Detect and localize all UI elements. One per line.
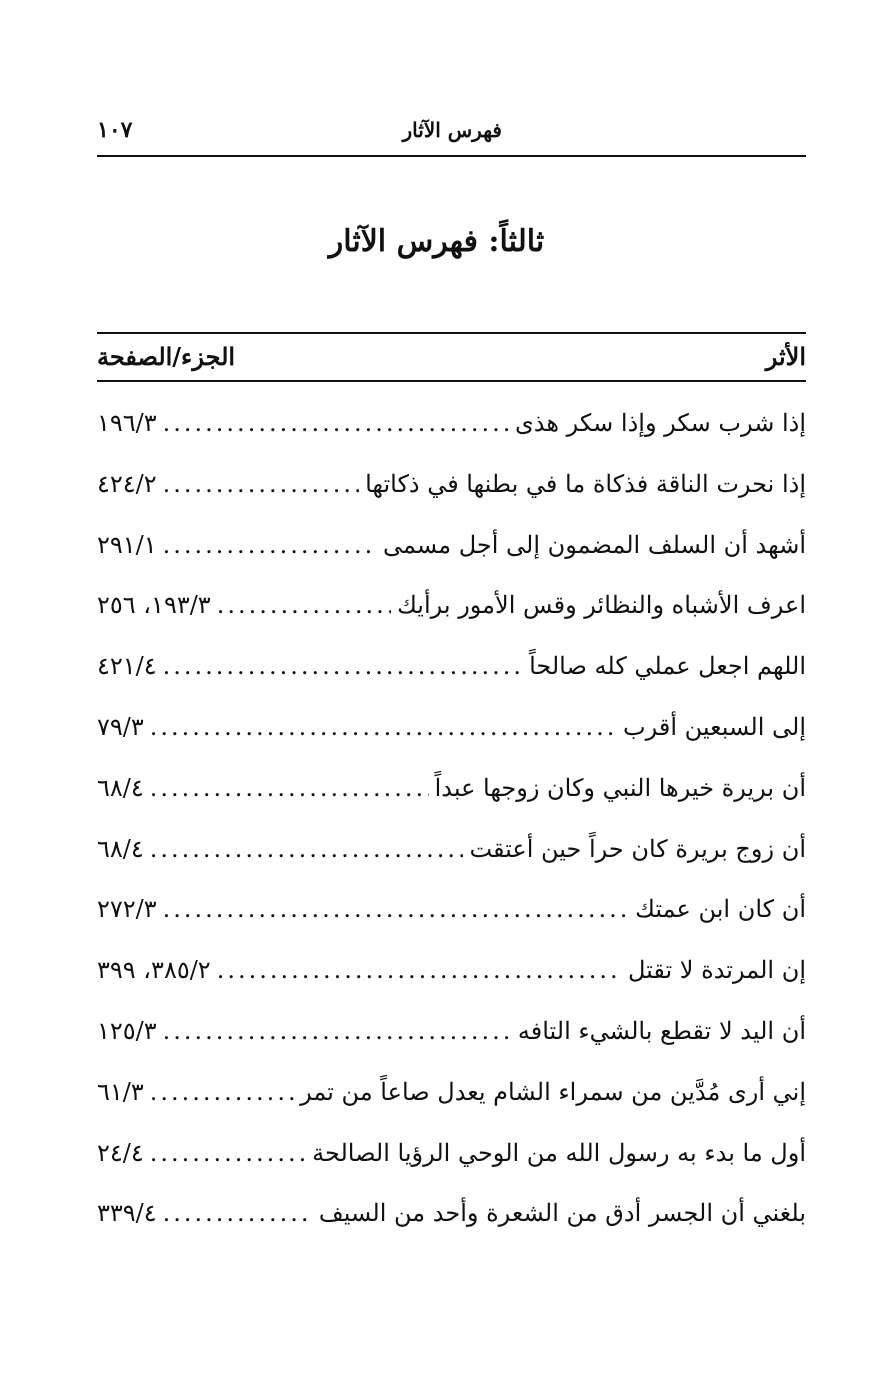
dot-leader	[163, 652, 523, 680]
column-header-item: الأثر	[765, 341, 806, 371]
entry-ref: ٦٨/٤	[97, 834, 144, 863]
entry-text: اللهم اجعل عملي كله صالحاً	[529, 652, 806, 681]
table-top-rule	[97, 332, 806, 334]
list-item	[97, 531, 806, 592]
entry-text: أن زوج بريرة كان حراً حين أعتقت	[469, 834, 806, 863]
dot-leader	[163, 1017, 512, 1045]
dot-leader	[163, 1199, 313, 1227]
column-header-ref: الجزء/الصفحة	[97, 341, 236, 371]
dot-leader	[217, 591, 391, 619]
entry-ref: ٣٨٥/٢، ٣٩٩	[97, 956, 211, 985]
entry-text: إن المرتدة لا تقتل	[627, 956, 806, 985]
entry-ref: ١٢٥/٣	[97, 1016, 157, 1045]
entry-ref: ٤٢٤/٢	[97, 469, 157, 498]
list-item	[97, 652, 806, 713]
dot-leader	[150, 1078, 294, 1106]
entry-text: أن كان ابن عمتك	[635, 895, 806, 924]
entry-ref: ٢٩١/١	[97, 530, 157, 559]
dot-leader	[150, 835, 464, 863]
entry-ref: ٢٧٢/٣	[97, 895, 157, 924]
entry-text: إني أرى مُدَّين من سمراء الشام يعدل صاعاً من تمر	[300, 1077, 806, 1106]
running-title: فهرس الآثار	[402, 118, 502, 142]
entry-ref: ٤٢١/٤	[97, 652, 157, 681]
list-item	[97, 470, 806, 531]
entry-text: إذا نحرت الناقة فذكاة ما في بطنها في ذكاتها	[365, 469, 806, 498]
entry-text: أن اليد لا تقطع بالشيء التافه	[517, 1016, 806, 1045]
table-header	[97, 338, 806, 374]
dot-leader	[150, 1139, 306, 1167]
dot-leader	[163, 531, 377, 559]
list-item	[97, 1078, 806, 1139]
section-title: ثالثاً: فهرس الآثار	[328, 224, 545, 259]
running-head	[97, 112, 806, 148]
list-item	[97, 591, 806, 652]
entry-text: اعرف الأشباه والنظائر وقس الأمور برأيك	[397, 591, 806, 620]
dot-leader	[163, 895, 630, 923]
list-item	[97, 895, 806, 956]
list-item	[97, 774, 806, 835]
list-item	[97, 1199, 806, 1260]
entries-list	[97, 409, 806, 1260]
list-item	[97, 835, 806, 896]
dot-leader	[150, 774, 429, 802]
list-item	[97, 409, 806, 470]
page-number: ١٠٧	[97, 117, 133, 143]
entry-ref: ٢٤/٤	[97, 1138, 144, 1167]
entry-ref: ٦١/٣	[97, 1077, 144, 1106]
entry-text: بلغني أن الجسر أدق من الشعرة وأحد من السيف	[318, 1199, 806, 1228]
dot-leader	[163, 470, 359, 498]
entry-ref: ٧٩/٣	[97, 712, 144, 741]
entry-ref: ٦٨/٤	[97, 773, 144, 802]
dot-leader	[150, 713, 617, 741]
entry-text: أول ما بدء به رسول الله من الوحي الرؤيا الصالحة	[312, 1138, 806, 1167]
entry-text: إذا شرب سكر وإذا سكر هذى	[515, 409, 806, 437]
entry-text: أن بريرة خيرها النبي وكان زوجها عبداً	[434, 773, 806, 802]
header-rule	[97, 155, 806, 157]
entry-ref: ١٩٣/٣، ٢٥٦	[97, 591, 211, 620]
dot-leader	[163, 409, 509, 437]
entry-ref: ٣٣٩/٤	[97, 1199, 157, 1228]
list-item	[97, 1139, 806, 1200]
table-header-rule	[97, 380, 806, 382]
list-item	[97, 713, 806, 774]
entry-text: أشهد أن السلف المضمون إلى أجل مسمى	[382, 530, 806, 559]
entry-text: إلى السبعين أقرب	[623, 712, 806, 741]
entry-ref: ١٩٦/٣	[97, 409, 157, 437]
list-item	[97, 956, 806, 1017]
dot-leader	[217, 956, 622, 984]
list-item	[97, 1017, 806, 1078]
